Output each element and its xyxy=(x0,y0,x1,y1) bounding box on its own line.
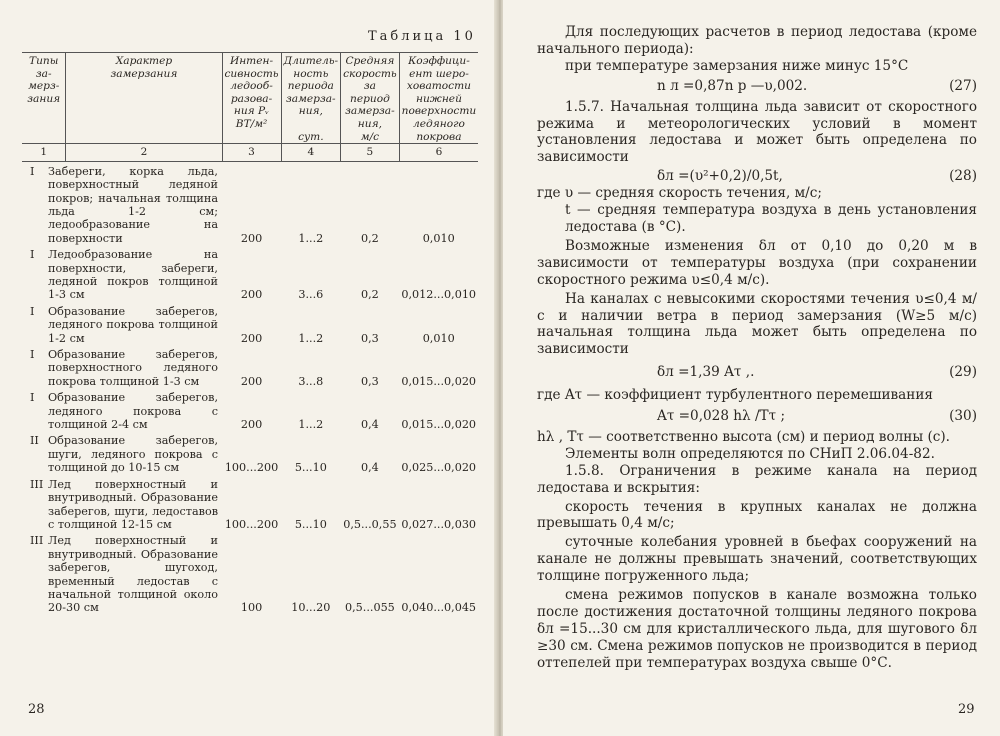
formula-text: n л =0,87n р —υ,002. xyxy=(657,77,808,94)
cell-roughness: 0,012...0,010 xyxy=(401,288,477,302)
row-character: Образование заберегов, ледяного покрова с толщиной 2-4 см xyxy=(48,391,218,432)
cell-intensity: 200 xyxy=(240,331,263,345)
table-row xyxy=(22,245,478,302)
table-row xyxy=(22,161,478,245)
row-character: Лед поверхностный и внутриводный. Образование заберегов, шуги, ледоставов с толщиной 12-15 см xyxy=(48,477,218,531)
table-header-row xyxy=(22,53,478,144)
table-row xyxy=(22,431,478,474)
row-type: I xyxy=(30,248,35,262)
formula-number: (27) xyxy=(949,77,977,94)
table-body xyxy=(22,161,478,615)
row-character: Лед поверхностный и внутриводный. Образование заберегов, шугоход, временный ледостав с начальной толщиной около 20-30 см xyxy=(48,534,218,615)
cell-roughness: 0,015...0,020 xyxy=(401,418,477,432)
header-intensity: Интен- сивность ледооб- разова- ния Pᵥ ВТ/м² xyxy=(222,53,281,144)
cell-speed: 0,3 xyxy=(361,374,379,388)
header-speed: Средняя скорость за период замерза- ния, м/с xyxy=(341,53,400,144)
header-types: Типы за- мерз- зания xyxy=(22,53,66,144)
row-description xyxy=(22,345,222,388)
ice-types-table xyxy=(22,52,478,615)
row-character: Образование заберегов, ледяного покрова толщиной 1-2 см xyxy=(48,304,218,345)
right-text-block xyxy=(537,24,977,672)
row-type: II xyxy=(30,434,39,448)
formula-27 xyxy=(537,78,977,95)
paragraph: суточные колебания уровней в бьефах сооружений на канале не должны превышать значений, соответствующих толщине погруженного льда; xyxy=(537,534,977,585)
table-row xyxy=(22,302,478,345)
formula-number: (29) xyxy=(949,364,977,381)
row-type: I xyxy=(30,391,35,405)
row-description xyxy=(22,531,222,614)
paragraph: смена режимов попусков в канале возможна только после достижения достаточной толщины ледяного покрова δл =15...30 см для кристаллического льда, для шугового δл ≥30 см. Смена режимов попусков не производится в период оттепелей при температурах воздуха свыше 0°С. xyxy=(537,587,977,671)
paragraph: Возможные изменения δл от 0,10 до 0,20 м в зависимости от температуры воздуха (при сохранении скоростного режима υ≤0,4 м/с). xyxy=(537,237,977,288)
table-row xyxy=(22,531,478,614)
cell-intensity: 100...200 xyxy=(224,461,279,475)
row-character: Образование заберегов, шуги, ледяного покрова с толщиной до 10-15 см xyxy=(48,434,218,475)
formula-text: Aτ =0,028 hλ /Tτ ; xyxy=(657,408,786,425)
cell-roughness: 0,027...0,030 xyxy=(401,517,477,531)
formula-text: δл =(υ²+0,2)/0,5t, xyxy=(657,168,783,185)
cell-speed: 0,4 xyxy=(361,418,379,432)
row-character: Образование заберегов, поверхностного ледяного покрова толщиной 1-3 см xyxy=(48,348,218,388)
cell-duration: 3...8 xyxy=(298,374,324,388)
cell-roughness: 0,025...0,020 xyxy=(401,461,477,475)
col-num: 1 xyxy=(22,144,66,162)
paragraph: Для последующих расчетов в период ледостава (кроме начального периода): xyxy=(537,24,977,57)
cell-intensity: 200 xyxy=(240,418,263,432)
cell-roughness: 0,010 xyxy=(422,231,455,245)
row-description xyxy=(22,388,222,431)
col-num: 3 xyxy=(222,144,281,162)
cell-intensity: 200 xyxy=(240,231,263,245)
cell-duration: 3...6 xyxy=(298,288,324,302)
cell-duration: 1...2 xyxy=(298,418,324,432)
cell-speed: 0,2 xyxy=(361,231,379,245)
paragraph: Элементы волн определяются по СНиП 2.06.04-82. xyxy=(565,445,935,462)
row-type: I xyxy=(30,348,35,362)
header-character: Характер замерзания xyxy=(66,53,222,144)
paragraph: при температуре замерзания ниже минус 15°С xyxy=(565,57,909,74)
left-page xyxy=(0,0,497,736)
header-duration: Длитель- ность периода замерза- ния, сут. xyxy=(281,53,341,144)
cell-duration: 5...10 xyxy=(294,461,327,475)
row-type: III xyxy=(30,477,44,491)
table-caption: Таблица 10 xyxy=(368,29,476,44)
table-row xyxy=(22,475,478,532)
formula-28 xyxy=(537,168,977,185)
paragraph: hλ , Tτ — соответственно высота (см) и период волны (с). xyxy=(537,428,951,445)
paragraph: скорость течения в крупных каналах не должна превышать 0,4 м/с; xyxy=(537,498,977,532)
paragraph: На каналах с невысокими скоростями течения υ≤0,4 м/с и наличии ветра в период замерзания (W≥5 м/с) начальная толщина льда может быть определена по зависимости xyxy=(537,290,977,358)
cell-duration: 10...20 xyxy=(291,601,331,615)
cell-speed: 0,4 xyxy=(361,461,379,475)
formula-30 xyxy=(537,408,977,425)
row-character: Забереги, корка льда, поверхностный ледяной покров; начальная толщина льда 1-2 см; ледообразование на поверхности xyxy=(48,164,218,245)
paragraph: где υ — средняя скорость течения, м/с; xyxy=(537,185,822,202)
cell-duration: 5...10 xyxy=(294,517,327,531)
cell-speed: 0,5...055 xyxy=(344,601,395,615)
cell-intensity: 100 xyxy=(240,601,263,615)
header-roughness: Коэффици- ент шеро- ховатости нижней поверхности ледяного покрова xyxy=(399,53,478,144)
formula-number: (30) xyxy=(949,408,977,425)
row-character: Ледообразование на поверхности, забереги, ледяной покров толщиной 1-3 см xyxy=(48,248,218,302)
paragraph: 1.5.8. Ограничения в режиме канала на период ледостава и вскрытия: xyxy=(537,462,977,496)
formula-number: (28) xyxy=(949,168,977,185)
paragraph: 1.5.7. Начальная толщина льда зависит от скоростного режима и метеорологических условий в момент установления ледостава и может быть определена по зависимости xyxy=(537,98,977,166)
formula-29 xyxy=(537,364,977,381)
row-description xyxy=(22,161,222,245)
cell-intensity: 200 xyxy=(240,288,263,302)
row-type: I xyxy=(30,164,35,178)
row-description xyxy=(22,431,222,474)
table-row xyxy=(22,388,478,431)
cell-roughness: 0,015...0,020 xyxy=(401,374,477,388)
cell-intensity: 200 xyxy=(240,374,263,388)
table-row xyxy=(22,345,478,388)
cell-intensity: 100...200 xyxy=(224,517,279,531)
row-type: I xyxy=(30,304,35,318)
row-description xyxy=(22,245,222,302)
cell-speed: 0,5...0,55 xyxy=(343,517,397,531)
col-num: 5 xyxy=(341,144,400,162)
formula-text: δл =1,39 Aτ ,. xyxy=(657,364,755,381)
column-number-row xyxy=(22,144,478,162)
cell-speed: 0,2 xyxy=(361,288,379,302)
page-number-left: 28 xyxy=(28,702,45,717)
col-num: 6 xyxy=(399,144,478,162)
cell-roughness: 0,040...0,045 xyxy=(401,601,477,615)
row-description xyxy=(22,302,222,345)
col-num: 4 xyxy=(281,144,341,162)
cell-duration: 1...2 xyxy=(298,331,324,345)
col-num: 2 xyxy=(66,144,222,162)
paragraph: t — средняя температура воздуха в день установления ледостава (в °С). xyxy=(565,202,977,235)
cell-speed: 0,3 xyxy=(361,331,379,345)
page-number-right: 29 xyxy=(958,702,975,717)
row-description xyxy=(22,475,222,532)
paragraph: где Aτ — коэффициент турбулентного перемешивания xyxy=(537,387,933,404)
row-type: III xyxy=(30,534,44,548)
cell-roughness: 0,010 xyxy=(422,331,455,345)
cell-duration: 1...2 xyxy=(298,231,324,245)
